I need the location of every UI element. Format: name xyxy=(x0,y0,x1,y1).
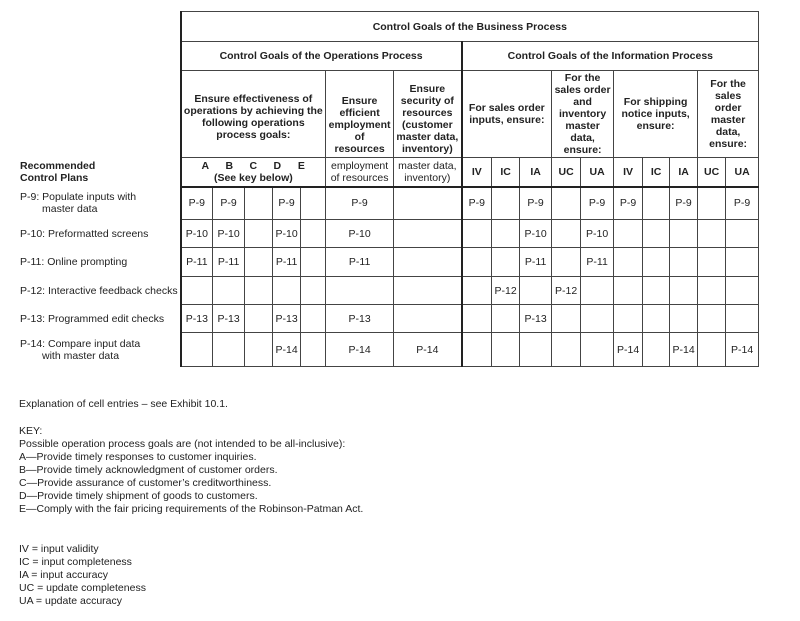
table-cell xyxy=(492,187,520,220)
table-cell xyxy=(181,277,213,305)
key-title: KEY: xyxy=(19,425,43,437)
goal-letter-c: C xyxy=(249,159,258,172)
information-process-header: Control Goals of the Information Process xyxy=(462,42,759,71)
table-cell xyxy=(462,305,492,333)
efficient-header: Ensure efficient employment of resources xyxy=(326,71,394,158)
table-cell xyxy=(670,248,698,277)
table-cell xyxy=(301,277,326,305)
table-cell xyxy=(181,333,213,367)
control-matrix-table xyxy=(18,11,759,367)
see-key-label: (See key below) xyxy=(213,171,293,184)
table-cell xyxy=(726,248,759,277)
table-cell: P-11 xyxy=(181,248,213,277)
table-cell: P-9 xyxy=(614,187,643,220)
table-cell xyxy=(552,248,581,277)
table-cell: P-14 xyxy=(326,333,394,367)
abbrev-uc: UC = update completeness xyxy=(19,582,146,594)
control-plans-label: Control Plans xyxy=(20,171,89,184)
row-label-line2: with master data xyxy=(42,349,120,362)
table-cell: P-12 xyxy=(492,277,520,305)
table-cell: P-9 xyxy=(213,187,245,220)
key-item-d: D—Provide timely shipment of goods to customers. xyxy=(19,490,258,502)
table-cell xyxy=(492,248,520,277)
table-cell xyxy=(581,277,614,305)
row-label-line1: P-12: Interactive feedback checks xyxy=(20,284,178,297)
table-cell xyxy=(614,305,643,333)
table-cell xyxy=(581,305,614,333)
operations-process-header: Control Goals of the Operations Process xyxy=(181,42,462,71)
col-iv: IV xyxy=(462,158,492,187)
col-ua: UA xyxy=(581,158,614,187)
row-label xyxy=(18,305,181,333)
table-cell xyxy=(462,333,492,367)
abbrev-ic: IC = input completeness xyxy=(19,556,132,568)
key-intro: Possible operation process goals are (not intended to be all-inclusive): xyxy=(19,438,346,450)
table-cell: P-11 xyxy=(326,248,394,277)
table-cell xyxy=(462,220,492,248)
key-item-a: A—Provide timely responses to customer inquiries. xyxy=(19,451,257,463)
table-row xyxy=(18,305,759,333)
row-label xyxy=(18,277,181,305)
table-cell: P-9 xyxy=(670,187,698,220)
table-cell xyxy=(698,187,726,220)
table-cell xyxy=(492,305,520,333)
table-cell xyxy=(245,333,273,367)
key-item-c: C—Provide assurance of customer’s creditworthiness. xyxy=(19,477,272,489)
table-cell: P-10 xyxy=(213,220,245,248)
goal-letter-b: B xyxy=(225,159,234,172)
table-cell: P-13 xyxy=(213,305,245,333)
table-cell: P-10 xyxy=(326,220,394,248)
table-cell xyxy=(394,220,462,248)
recommended-plans-header xyxy=(18,158,181,187)
security-header-bottom: master data, inventory) xyxy=(394,158,462,187)
table-cell xyxy=(326,277,394,305)
row-label-line1: P-14: Compare input data xyxy=(20,337,141,350)
row-label-line1: P-10: Preformatted screens xyxy=(20,227,149,240)
abbrev-ia: IA = input accuracy xyxy=(19,569,109,581)
table-cell xyxy=(581,333,614,367)
row-label xyxy=(18,220,181,248)
table-cell xyxy=(245,248,273,277)
table-row xyxy=(18,333,759,367)
efficient-header-bottom: employment of resources xyxy=(326,158,394,187)
table-cell: P-13 xyxy=(520,305,552,333)
table-cell xyxy=(273,277,301,305)
col-iv-2: IV xyxy=(614,158,643,187)
row-label-line1: P-9: Populate inputs with xyxy=(20,191,137,203)
key-section xyxy=(19,425,363,516)
col-uc: UC xyxy=(552,158,581,187)
sales-master-header: For the sales order and inventory master data, ensure: xyxy=(552,71,614,158)
shipping-inputs-header: For shipping notice inputs, ensure: xyxy=(614,71,698,158)
table-cell: P-11 xyxy=(520,248,552,277)
table-cell xyxy=(462,277,492,305)
table-cell: P-14 xyxy=(614,333,643,367)
table-cell xyxy=(726,277,759,305)
table-cell xyxy=(520,333,552,367)
col-ic: IC xyxy=(492,158,520,187)
col-ia: IA xyxy=(520,158,552,187)
table-cell: P-10 xyxy=(181,220,213,248)
table-cell: P-13 xyxy=(326,305,394,333)
table-cell xyxy=(552,187,581,220)
col-ia-2: IA xyxy=(670,158,698,187)
table-cell xyxy=(492,220,520,248)
table-cell xyxy=(213,333,245,367)
table-cell: P-10 xyxy=(581,220,614,248)
table-cell: P-9 xyxy=(581,187,614,220)
table-cell xyxy=(245,305,273,333)
table-cell xyxy=(301,220,326,248)
table-cell: P-13 xyxy=(273,305,301,333)
table-row xyxy=(18,187,759,220)
table-cell: P-9 xyxy=(273,187,301,220)
table-cell: P-14 xyxy=(273,333,301,367)
goal-letter-a: A xyxy=(201,159,210,172)
table-cell xyxy=(492,333,520,367)
table-cell xyxy=(726,305,759,333)
table-cell xyxy=(394,277,462,305)
table-cell xyxy=(643,220,670,248)
security-header: Ensure security of resources (customer master data, inventory) xyxy=(394,71,462,158)
business-process-header: Control Goals of the Business Process xyxy=(181,12,759,42)
table-cell xyxy=(614,277,643,305)
table-cell xyxy=(301,333,326,367)
recommended-label: Recommended xyxy=(20,159,96,172)
table-cell xyxy=(643,305,670,333)
table-cell xyxy=(643,333,670,367)
table-cell xyxy=(520,277,552,305)
sales-master-header-2: For the sales order master data, ensure: xyxy=(698,71,759,158)
table-cell xyxy=(726,220,759,248)
table-cell xyxy=(245,187,273,220)
row-label xyxy=(18,333,181,367)
table-cell xyxy=(698,248,726,277)
table-cell xyxy=(643,187,670,220)
table-cell: P-9 xyxy=(462,187,492,220)
table-cell xyxy=(552,220,581,248)
goal-letter-e: E xyxy=(297,159,305,172)
table-cell xyxy=(301,187,326,220)
table-cell xyxy=(301,305,326,333)
table-cell: P-11 xyxy=(581,248,614,277)
table-cell xyxy=(670,220,698,248)
row-label xyxy=(18,248,181,277)
effectiveness-header: Ensure effectiveness of operations by achieving the following operations process goals: xyxy=(181,71,326,158)
table-cell xyxy=(614,248,643,277)
col-uc-2: UC xyxy=(698,158,726,187)
control-plan-rows xyxy=(18,187,759,367)
table-cell: P-9 xyxy=(726,187,759,220)
table-cell xyxy=(670,305,698,333)
abbreviation-legend xyxy=(19,543,146,608)
table-cell xyxy=(552,305,581,333)
table-cell xyxy=(394,187,462,220)
table-cell: P-10 xyxy=(520,220,552,248)
table-cell: P-12 xyxy=(552,277,581,305)
row-label-line1: P-13: Programmed edit checks xyxy=(20,312,165,325)
table-cell: P-13 xyxy=(181,305,213,333)
abbrev-ua: UA = update accuracy xyxy=(19,595,123,607)
explanation-note: Explanation of cell entries – see Exhibit 10.1. xyxy=(19,398,228,410)
key-item-b: B—Provide timely acknowledgment of customer orders. xyxy=(19,464,278,476)
row-label-line1: P-11: Online prompting xyxy=(20,256,128,268)
key-item-e: E—Comply with the fair pricing requirements of the Robinson-Patman Act. xyxy=(19,503,364,515)
table-cell: P-14 xyxy=(726,333,759,367)
table-cell: P-14 xyxy=(394,333,462,367)
sales-inputs-header: For sales order inputs, ensure: xyxy=(462,71,552,158)
table-cell xyxy=(245,220,273,248)
table-cell xyxy=(394,248,462,277)
table-row xyxy=(18,277,759,305)
table-cell: P-14 xyxy=(670,333,698,367)
table-cell xyxy=(301,248,326,277)
table-cell: P-11 xyxy=(213,248,245,277)
table-cell xyxy=(552,333,581,367)
table-cell xyxy=(213,277,245,305)
table-cell xyxy=(698,305,726,333)
table-row xyxy=(18,248,759,277)
table-cell xyxy=(643,248,670,277)
table-cell xyxy=(394,305,462,333)
table-cell xyxy=(698,277,726,305)
table-cell xyxy=(698,333,726,367)
goal-letters-header xyxy=(181,158,326,187)
table-cell: P-11 xyxy=(273,248,301,277)
table-cell: P-10 xyxy=(273,220,301,248)
row-label xyxy=(18,187,181,220)
col-ic-2: IC xyxy=(643,158,670,187)
table-row xyxy=(18,220,759,248)
abbrev-iv: IV = input validity xyxy=(19,543,99,555)
table-cell xyxy=(245,277,273,305)
table-cell xyxy=(614,220,643,248)
table-cell: P-9 xyxy=(181,187,213,220)
table-cell: P-9 xyxy=(326,187,394,220)
row-label-line2: master data xyxy=(42,203,98,215)
table-cell xyxy=(462,248,492,277)
table-cell xyxy=(698,220,726,248)
goal-letter-d: D xyxy=(273,159,282,172)
col-ua-2: UA xyxy=(726,158,759,187)
table-cell xyxy=(670,277,698,305)
table-cell: P-9 xyxy=(520,187,552,220)
table-cell xyxy=(643,277,670,305)
